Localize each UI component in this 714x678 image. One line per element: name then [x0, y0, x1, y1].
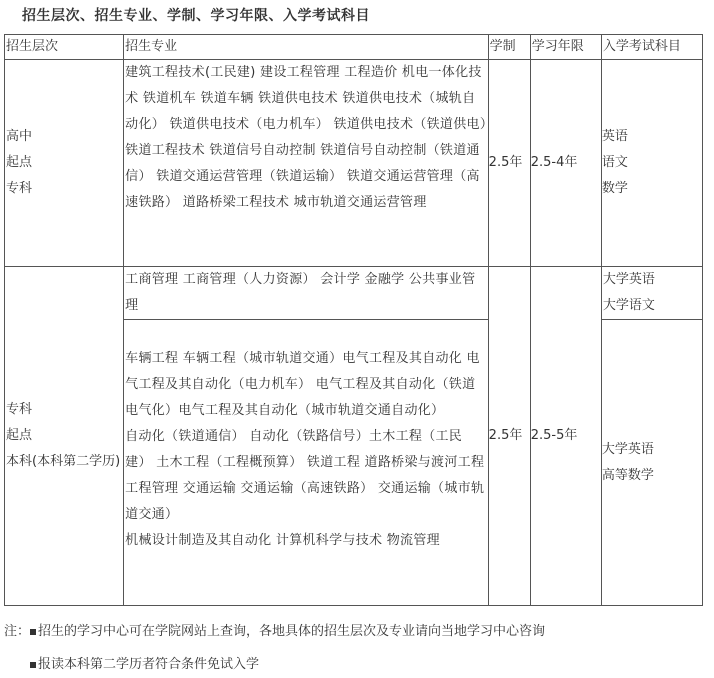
years-cell: 2.5-4年	[530, 60, 601, 267]
note-text: 招生的学习中心可在学院网站上查询，各地具体的招生层次及专业请向当地学习中心咨询	[38, 624, 546, 639]
note-text: 报读本科第二学历者符合条件免试入学	[38, 657, 260, 672]
exam-subject: 大学英语	[601, 441, 654, 457]
exam-subject: 数学	[601, 181, 628, 196]
header-duration: 学制	[488, 35, 530, 60]
majors-text: 自动化（铁道通信） 自动化（铁路信号）土木工程（工民建） 土木工程（工程概预算） 铁道工程 道路桥梁与渡河工程 工程管理 交通运输 交通运输（高速铁路） 交通运输（城市轨道交通）	[125, 429, 485, 522]
note-line-1	[4, 620, 545, 639]
table-row	[5, 267, 703, 320]
duration-cell: 2.5年	[488, 60, 530, 267]
square-bullet-icon	[30, 662, 36, 668]
exam-cell	[601, 267, 702, 320]
exam-subject: 大学英语	[602, 272, 655, 287]
level-cell	[5, 267, 124, 606]
duration-cell: 2.5年	[488, 267, 530, 606]
level-line: 高中	[6, 129, 33, 144]
note-prefix: 注：	[4, 624, 31, 639]
exam-subject: 语文	[601, 155, 628, 170]
exam-subject: 大学语文	[602, 298, 655, 313]
majors-text: 工商管理 工商管理（人力资源） 会计学 金融学 公共事业管理	[125, 272, 476, 313]
square-bullet-icon	[30, 629, 36, 635]
level-line: 起点	[6, 428, 33, 443]
majors-text: 车辆工程 车辆工程（城市轨道交通）电气工程及其自动化 电气工程及其自动化（电力机车） 电气工程及其自动化（铁道电气化）电气工程及其自动化（城市轨道交通自动化）	[125, 351, 480, 418]
exam-subject: 英语	[601, 129, 628, 144]
table-row	[5, 60, 703, 267]
note-line-2	[30, 653, 259, 672]
header-years: 学习年限	[530, 35, 601, 60]
page-title: 招生层次、招生专业、学制、学习年限、入学考试科目	[22, 8, 370, 24]
majors-cell	[124, 320, 489, 606]
majors-cell	[124, 267, 489, 320]
level-line: 起点	[6, 155, 33, 170]
table-header-row	[5, 35, 703, 60]
majors-text: 机械设计制造及其自动化 计算机科学与技术 物流管理	[125, 533, 440, 548]
level-line: 专科	[6, 402, 33, 417]
level-line: 专科	[6, 181, 33, 196]
majors-text: 铁道工程技术 铁道信号自动控制 铁道信号自动控制（铁道通信） 铁道交通运营管理（铁道运输） 铁道交通运营管理（高速铁路） 道路桥梁工程技术 城市轨道交通运营管理	[125, 143, 480, 210]
header-major: 招生专业	[124, 35, 489, 60]
exam-cell	[601, 320, 702, 606]
majors-cell	[124, 60, 494, 267]
level-line: 本科(本科第二学历)	[6, 454, 121, 469]
majors-text: 建筑工程技术(工民建) 建设工程管理 工程造价 机电一体化技术 铁道机车 铁道车辆 铁道供电技术 铁道供电技术（城轨自动化） 铁道供电技术（电力机车） 铁道供电技术（铁道供电）	[125, 65, 494, 132]
exam-subject: 高等数学	[601, 467, 654, 483]
header-exam: 入学考试科目	[601, 35, 702, 60]
exam-cell	[601, 60, 702, 267]
enrollment-table	[4, 34, 703, 606]
years-cell: 2.5-5年	[530, 267, 601, 606]
level-cell	[5, 60, 124, 267]
header-level: 招生层次	[5, 35, 124, 60]
